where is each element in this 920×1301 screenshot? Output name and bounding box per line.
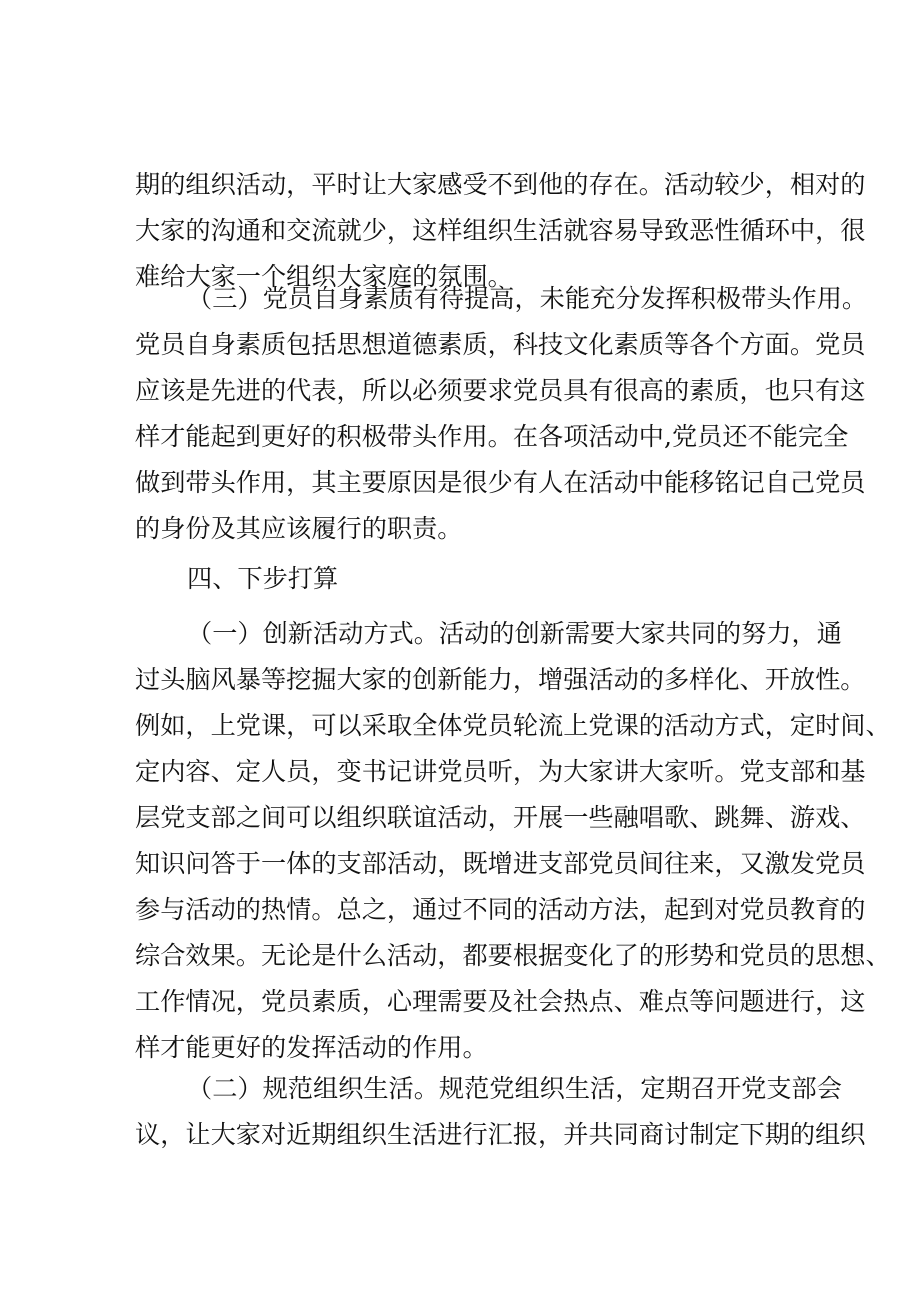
paragraph-two <box>135 1066 866 1158</box>
text-line: 做到带头作用，其主要原因是很少有人在活动中能移铭记自己党员 <box>135 468 866 497</box>
paragraph-three <box>135 276 868 552</box>
text-line: 参与活动的热情。总之，通过不同的活动方法，起到对党员教育的 <box>135 895 866 924</box>
text-line: （二）规范组织生活。规范党组织生活，定期召开党支部会 <box>187 1074 842 1103</box>
text-line: （三）党员自身素质有待提高，未能充分发挥积极带头作用。 <box>187 284 868 313</box>
text-line: 例如，上党课，可以采取全体党员轮流上党课的活动方式，定时间、 <box>135 711 891 740</box>
text-line: 难给大家一个组织大家庭的氛围。 <box>135 262 513 291</box>
text-line: 议，让大家对近期组织生活进行汇报，并共同商讨制定下期的组织 <box>135 1120 866 1149</box>
text-line: 样才能起到更好的积极带头作用。在各项活动中,党员还不能完全 <box>135 422 849 451</box>
text-line: 期的组织活动，平时让大家感受不到他的存在。活动较少，相对的 <box>135 170 866 199</box>
text-line: 样才能更好的发挥活动的作用。 <box>135 1033 488 1062</box>
text-line: 定内容、定人员，变书记讲党员听，为大家讲大家听。党支部和基 <box>135 757 866 786</box>
text-line: 大家的沟通和交流就少，这样组织生活就容易导致恶性循环中，很 <box>135 216 866 245</box>
text-line: 党员自身素质包括思想道德素质，科技文化素质等各个方面。党员 <box>135 330 866 359</box>
section-heading: 四、下步打算 <box>187 564 339 593</box>
text-line: 层党支部之间可以组织联谊活动，开展一些融唱歌、跳舞、游戏、 <box>135 803 866 832</box>
text-line: 的身份及其应该履行的职责。 <box>135 514 463 543</box>
text-line: 知识问答于一体的支部活动，既增进支部党员间往来，又激发党员 <box>135 849 866 878</box>
text-line: 应该是先进的代表，所以必须要求党员具有很高的素质，也只有这 <box>135 376 866 405</box>
paragraph-one <box>135 611 891 1071</box>
text-line: （一）创新活动方式。活动的创新需要大家共同的努力，通 <box>187 619 842 648</box>
text-line: 工作情况，党员素质，心理需要及社会热点、难点等问题进行，这 <box>135 987 866 1016</box>
text-line: 综合效果。无论是什么活动，都要根据变化了的形势和党员的思想、 <box>135 941 891 970</box>
text-line: 过头脑风暴等挖掘大家的创新能力，增强活动的多样化、开放性。 <box>135 665 866 694</box>
